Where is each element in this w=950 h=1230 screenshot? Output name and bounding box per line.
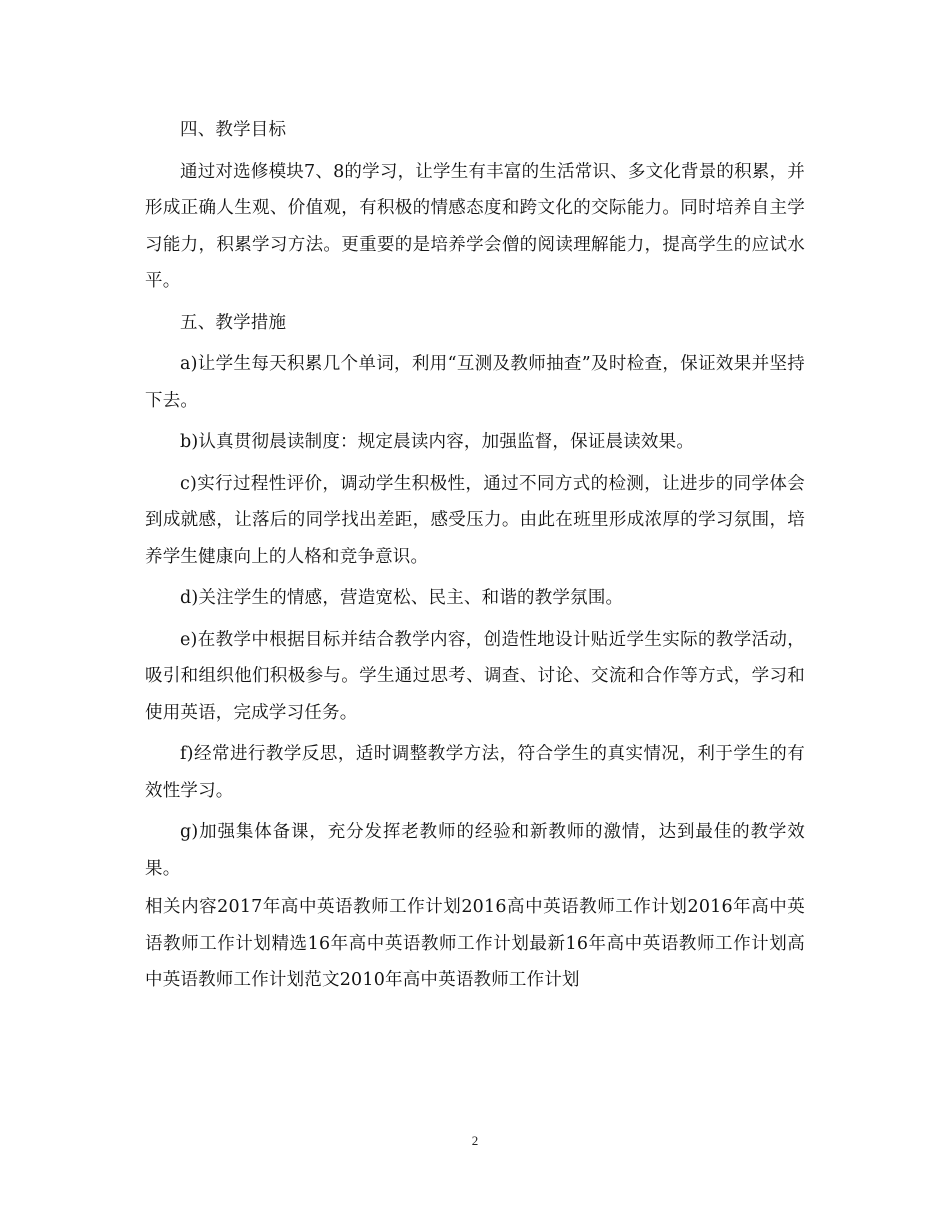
- section-four-paragraph: 通过对选修模块7、8的学习，让学生有丰富的生活常识、多文化背景的积累，并形成正确人生观、价值观，有积极的情感态度和跨文化的交际能力。同时培养自主学习能力，积累学习方法。更重要的是培养学会僧的阅读理解能力，提高学生的应试水平。: [145, 161, 805, 291]
- measure-item-g: g)加强集体备课，充分发挥老教师的经验和新教师的激情，达到最佳的教学效果。: [145, 822, 805, 879]
- document-body: [145, 112, 805, 999]
- section-five-heading: 五、教学措施: [180, 312, 287, 333]
- measure-item-e: e)在教学中根据目标并结合教学内容，创造性地设计贴近学生实际的教学活动，吸引和组织他们积极参与。学生通过思考、调查、讨论、交流和合作等方式，学习和使用英语，完成学习任务。: [145, 629, 805, 723]
- measure-item-d: d)关注学生的情感，营造宽松、民主、和谐的教学氛围。: [180, 588, 624, 608]
- measure-item-f: f)经常进行教学反思，适时调整教学方法，符合学生的真实情况，利于学生的有效性学习。: [145, 744, 805, 801]
- measure-item-c: c)实行过程性评价，调动学生积极性，通过不同方式的检测，让进步的同学体会到成就感，让落后的同学找出差距，感受压力。由此在班里形成浓厚的学习氛围，培养学生健康向上的人格和竞争意识。: [145, 473, 805, 567]
- measure-item-a: a)让学生每天积累几个单词，利用“互测及教师抽查”及时检查，保证效果并坚持下去。: [145, 354, 805, 411]
- measure-item-b: b)认真贯彻晨读制度：规定晨读内容，加强监督，保证晨读效果。: [180, 432, 695, 452]
- related-content-links[interactable]: 相关内容2017年高中英语教师工作计划2016高中英语教师工作计划2016年高中英语教师工作计划精选16年高中英语教师工作计划最新16年高中英语教师工作计划高中英语教师工作计划范文2010年高中英语教师工作计划: [145, 897, 805, 990]
- section-four-heading: 四、教学目标: [180, 120, 287, 140]
- page-number: 2: [471, 1133, 479, 1148]
